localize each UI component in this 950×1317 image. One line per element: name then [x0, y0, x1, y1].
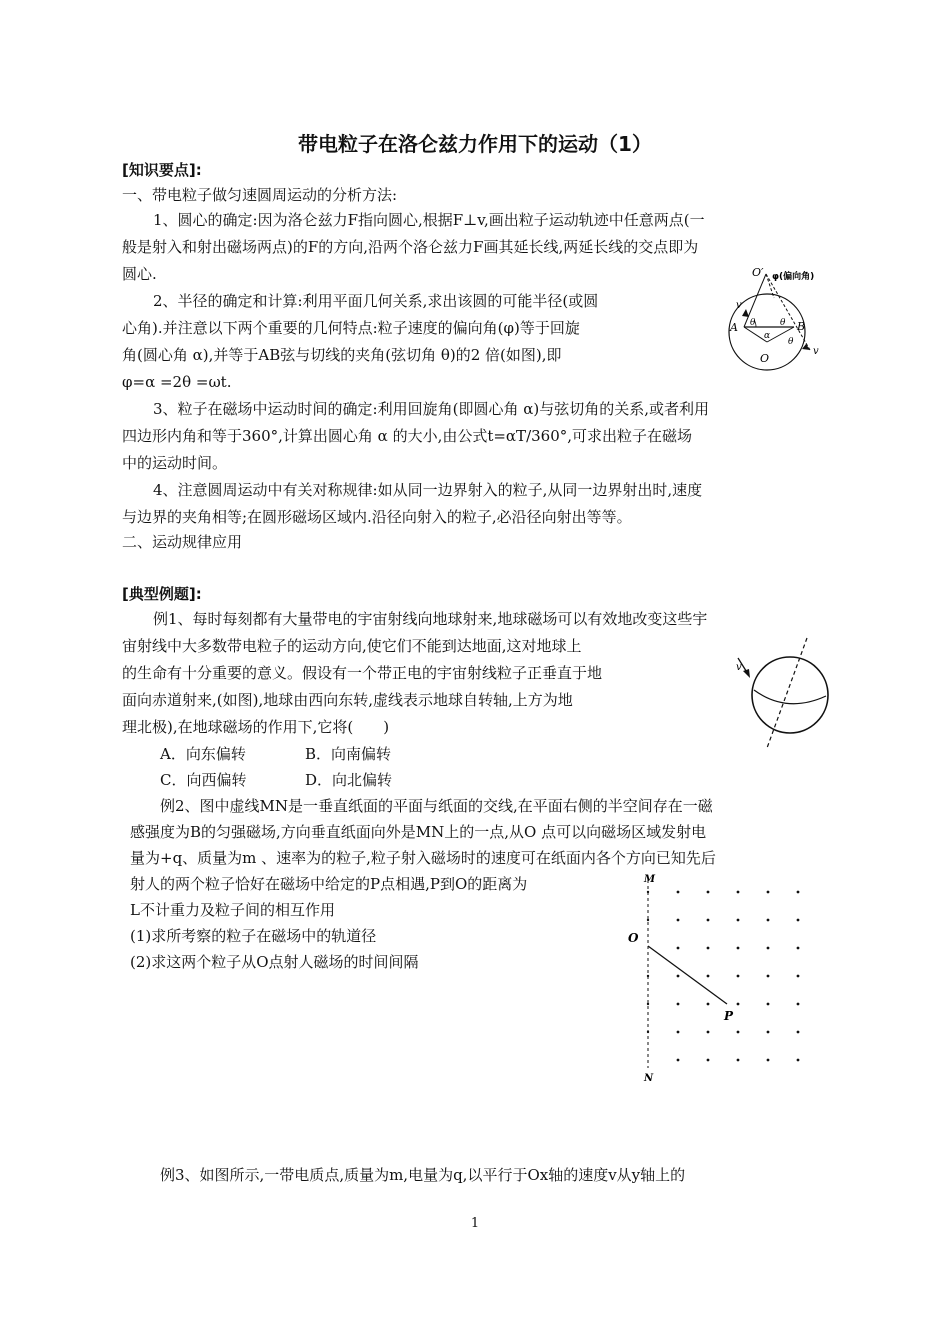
- label-v1: v: [736, 300, 742, 311]
- paragraph-line: 2、半径的确定和计算:利用平面几何关系,求出该圆的可能半径(或圆: [153, 292, 599, 310]
- paragraph-line: 圆心.: [122, 265, 157, 283]
- example-2-line: 射人的两个粒子恰好在磁场中给定的P点相遇,P到O的距离为: [130, 875, 528, 893]
- segment-op: [648, 946, 727, 1004]
- paragraph-line: 心角).并注意以下两个重要的几何特点:粒子速度的偏向角(φ)等于回旋: [122, 319, 580, 337]
- paragraph-line: 中的运动时间。: [122, 454, 228, 472]
- label-o: O: [628, 931, 639, 945]
- paragraph-line: 般是射入和射出磁场两点)的F的方向,沿两个洛仑兹力F画其延长线,两延长线的交点即为: [122, 238, 699, 256]
- velocity-arrow-a: [742, 309, 749, 317]
- page-title: 带电粒子在洛仑兹力作用下的运动（1）: [298, 132, 652, 156]
- label-alpha: α: [764, 331, 771, 341]
- particle-velocity-arrow: [743, 669, 750, 678]
- page-number: 1: [470, 1216, 480, 1231]
- label-o-prime: O′: [752, 266, 764, 279]
- example-3-line: 例3、如图所示,一带电质点,质量为m,电量为q,以平行于Ox轴的速度v从y轴上的: [160, 1166, 686, 1184]
- earth-circle: [752, 657, 828, 733]
- paragraph-line: 1、圆心的确定:因为洛仑兹力F指向圆心,根据F⊥v,画出粒子运动轨迹中任意两点(一: [153, 211, 705, 229]
- example-2-line: (1)求所考察的粒子在磁场中的轨道径: [130, 927, 377, 945]
- paragraph-line: 3、粒子在磁场中运动时间的确定:利用回旋角(即圆心角 α)与弦切角的关系,或者利用: [153, 400, 709, 418]
- section-header-key-points: [知识要点]:: [122, 161, 202, 179]
- label-a: A: [730, 321, 738, 334]
- label-n: N: [644, 1073, 654, 1084]
- example-1-line: 宙射线中大多数带电粒子的运动方向,使它们不能到达地面,这对地球上: [122, 637, 582, 655]
- heading-applications: 二、运动规律应用: [122, 533, 243, 551]
- label-m: M: [644, 874, 656, 885]
- label-theta-1: θ: [750, 318, 756, 328]
- deflection-angle-figure: [722, 262, 852, 387]
- example-1-line: 例1、每时每刻都有大量带电的宇宙射线向地球射来,地球磁场可以有效地改变这些宇: [153, 610, 708, 628]
- paragraph-line: 与边界的夹角相等;在圆形磁场区域内.沿径向射入的粒子,必沿径向射出等等。: [122, 508, 632, 526]
- example-2-line: 例2、图中虚线MN是一垂直纸面的平面与纸面的交线,在平面右侧的半空间存在一磁: [160, 797, 713, 815]
- option-b: B．向南偏转: [305, 745, 392, 763]
- label-o: O: [760, 352, 770, 365]
- option-c: C．向西偏转: [160, 771, 247, 789]
- example-2-line: (2)求这两个粒子从O点射人磁场的时间间隔: [130, 953, 419, 971]
- paragraph-line: 四边形内角和等于360°,计算出圆心角 α 的大小,由公式t=αT/360°,可求出粒子在磁场: [122, 427, 693, 445]
- option-d: D．向北偏转: [305, 771, 393, 789]
- paragraph-line: φ=α =2θ =ωt.: [122, 373, 232, 391]
- paragraph-line: 角(圆心角 α),并等于AB弦与切线的夹角(弦切角 θ)的2 倍(如图),即: [122, 346, 562, 364]
- section-header-examples: [典型例题]:: [122, 585, 202, 603]
- option-a: A．向东偏转: [160, 745, 246, 763]
- example-1-line: 的生命有十分重要的意义。假设有一个带正电的宇宙射线粒子正垂直于地: [122, 664, 603, 682]
- label-p: P: [724, 1009, 734, 1023]
- example-2-line: 感强度为B的匀强磁场,方向垂直纸面向外是MN上的一点,从O 点可以向磁场区域发射电: [130, 823, 707, 841]
- example-2-line: L不计重力及粒子间的相互作用: [130, 901, 335, 919]
- label-theta-2: θ: [780, 318, 786, 328]
- example-2-line: 量为+q、质量为m 、速率为的粒子,粒子射入磁场时的速度可在纸面内各个方向已知先后: [130, 849, 716, 867]
- equator-line: [754, 690, 826, 704]
- label-v2: v: [813, 346, 819, 357]
- magnetic-field-figure: [622, 868, 832, 1083]
- label-b: B: [797, 320, 806, 333]
- label-theta-3: θ: [788, 337, 794, 347]
- label-phi: φ(偏向角): [772, 272, 815, 282]
- earth-figure: [732, 630, 832, 750]
- paragraph-line: 4、注意圆周运动中有关对称规律:如从同一边界射入的粒子,从同一边界射出时,速度: [153, 481, 703, 499]
- field-dots: [647, 891, 800, 1062]
- heading-analysis-method: 一、带电粒子做匀速圆周运动的分析方法:: [122, 186, 398, 204]
- example-1-line: 理北极),在地球磁场的作用下,它将( ): [122, 718, 390, 736]
- example-1-line: 面向赤道射来,(如图),地球由西向东转,虚线表示地球自转轴,上方为地: [122, 691, 573, 709]
- label-v: v: [736, 662, 742, 673]
